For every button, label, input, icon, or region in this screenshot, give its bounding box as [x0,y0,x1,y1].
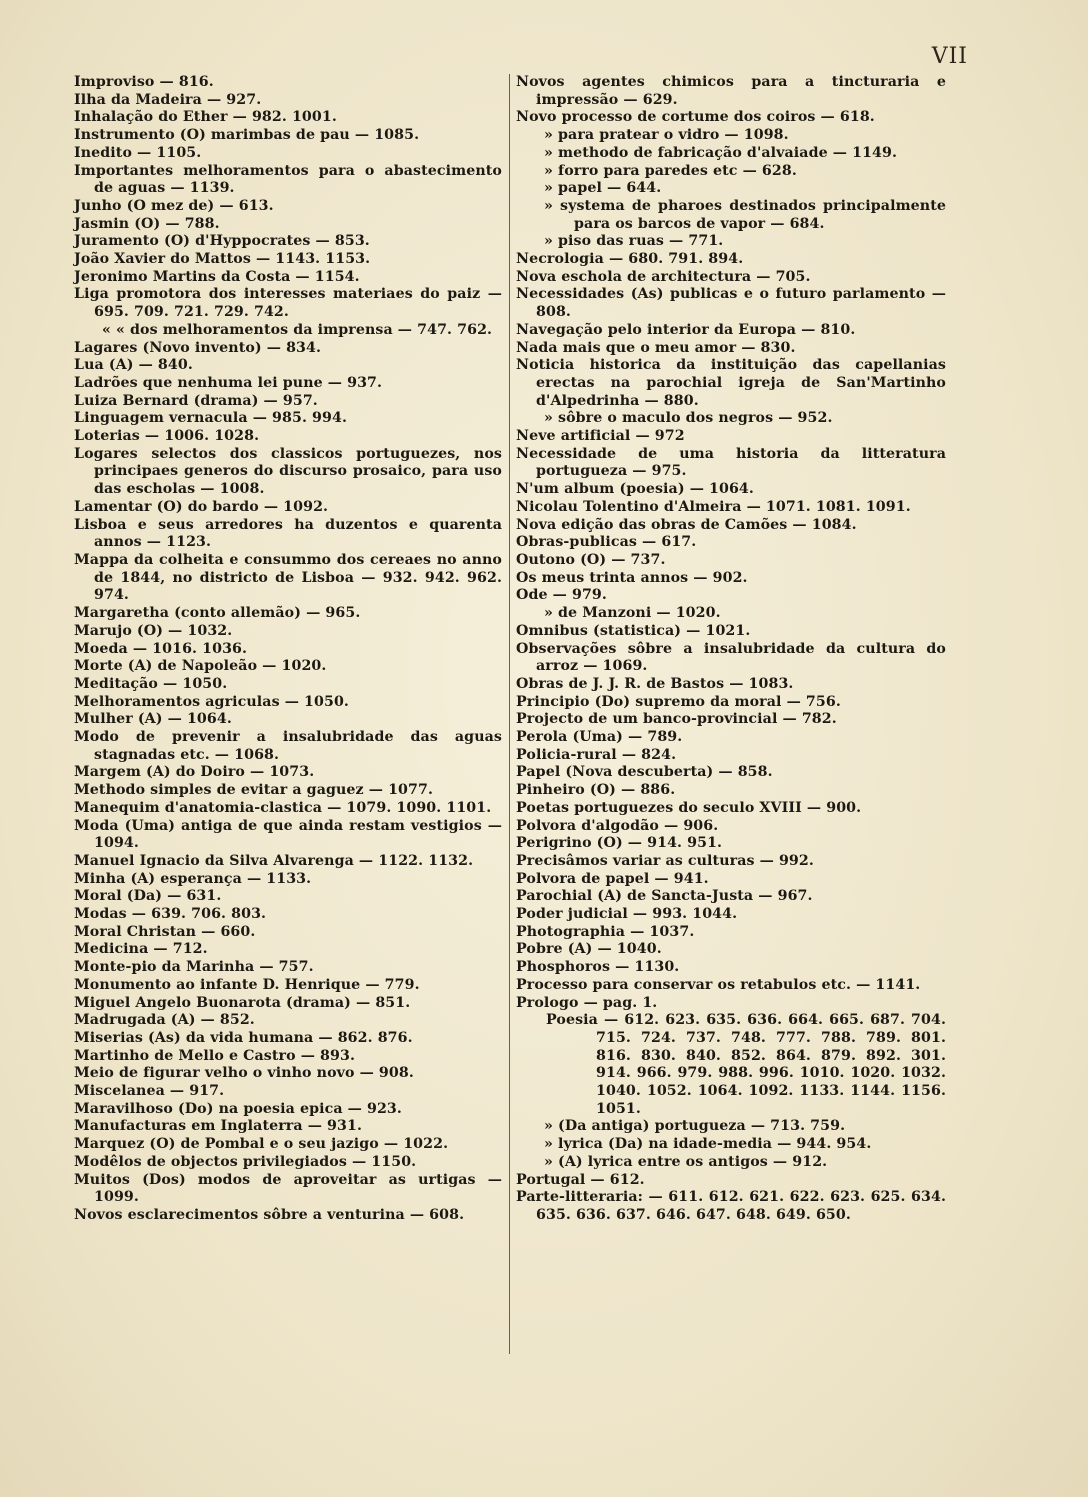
index-entry: Prologo — pag. 1. [516,994,658,1011]
index-entry: Moral Christan — 660. [74,923,256,940]
index-entry: Noticia historica da instituição das capellanias erectas na parochial igreja de San'Martinho d'Alpedrinha — 880. [516,357,946,409]
index-entry: Lagares (Novo invento) — 834. [74,339,322,356]
index-entry: « « dos melhoramentos da imprensa — 747. 762. [102,321,493,338]
index-entry: Linguagem vernacula — 985. 994. [74,410,348,427]
index-entry: Jasmin (O) — 788. [74,215,220,232]
index-entry: Omnibus (statistica) — 1021. [516,622,751,639]
index-entry: Liga promotora dos interesses materiaes do paiz — 695. 709. 721. 729. 742. [74,286,502,321]
index-entry: Inedito — 1105. [74,144,202,161]
index-entry: Novos agentes chimicos para a tincturaria e impressão — 629. [516,74,946,108]
index-entry: Nova edição das obras de Camões — 1084. [516,516,857,533]
index-entry: Navegação pelo interior da Europa — 810. [516,321,856,338]
index-entry: Methodo simples de evitar a gaguez — 1077. [74,782,433,799]
index-entry: Necrologia — 680. 791. 894. [516,251,744,268]
index-entry: » para pratear o vidro — 1098. [544,127,789,144]
index-entry: » papel — 644. [544,180,662,197]
index-entry: Medicina — 712. [74,941,208,958]
index-entry: Os meus trinta annos — 902. [516,569,748,586]
index-entry: Nova eschola de architectura — 705. [516,268,811,285]
index-entry: João Xavier do Mattos — 1143. 1153. [74,251,371,268]
index-entry: » methodo de fabricação d'alvaiade — 1149. [544,144,898,161]
index-entry: Obras de J. J. R. de Bastos — 1083. [516,675,794,692]
right-column [516,74,946,1225]
index-entry: Modas — 639. 706. 803. [74,906,267,923]
index-entry: » forro para paredes etc — 628. [544,162,797,179]
index-entry: Morte (A) de Napoleão — 1020. [74,658,327,675]
index-entry: Juramento (O) d'Hyppocrates — 853. [74,233,370,250]
index-entry: Photographia — 1037. [516,923,695,940]
index-entry: Pobre (A) — 1040. [516,941,662,958]
index-entry: Polvora d'algodão — 906. [516,817,719,834]
index-entry: Moral (Da) — 631. [74,888,222,905]
index-entry: Ode — 979. [516,587,607,604]
index-entry: Mulher (A) — 1064. [74,711,232,728]
index-entry: Improviso — 816. [74,74,214,90]
index-entry: » (Da antiga) portugueza — 713. 759. [544,1118,846,1135]
index-entry: Necessidade de uma historia da litteratura portugueza — 975. [516,445,946,480]
index-entry: Meio de figurar velho o vinho novo — 908. [74,1065,414,1082]
index-entry: Marujo (O) — 1032. [74,622,233,639]
index-entry: Modo de prevenir a insalubridade das aguas stagnadas etc. — 1068. [74,729,502,763]
index-entry: » (A) lyrica entre os antigos — 912. [544,1153,828,1170]
index-entry: Instrumento (O) marimbas de pau — 1085. [74,127,420,144]
index-entry: Minha (A) esperança — 1133. [74,870,312,887]
index-entry: Ilha da Madeira — 927. [74,91,262,108]
index-entry: » lyrica (Da) na idade-media — 944. 954. [544,1136,872,1153]
index-entry: Moda (Uma) antiga de que ainda restam vestigios — 1094. [74,817,502,852]
index-entry: Moeda — 1016. 1036. [74,640,248,657]
page-number: VII [931,44,968,69]
index-entry: Precisâmos variar as culturas — 992. [516,852,814,869]
index-entry: Pinheiro (O) — 886. [516,782,676,799]
index-entry: Mappa da colheita e consummo dos cereaes no anno de 1844, no districto de Lisboa — 932. 942. 962. 974. [74,551,502,604]
index-entry: Necessidades (As) publicas e o futuro parlamento — 808. [516,286,946,321]
index-entry: Projecto de um banco-provincial — 782. [516,711,837,728]
index-entry: Observações sôbre a insalubridade da cultura do arroz — 1069. [516,640,946,675]
index-entry: Portugal — 612. [516,1171,645,1188]
index-entry: » sôbre o maculo dos negros — 952. [544,410,833,427]
index-entry: Manequim d'anatomia-clastica — 1079. 1090. 1101. [74,799,492,816]
index-entry: Madrugada (A) — 852. [74,1012,255,1029]
index-entry: Modêlos de objectos privilegiados — 1150. [74,1153,417,1170]
index-entry: » piso das ruas — 771. [544,233,724,250]
index-entry: Perigrino (O) — 914. 951. [516,835,723,852]
index-entry: Poesia — 612. 623. 635. 636. 664. 665. 687. 704. 715. 724. 737. 748. 777. 788. 789. 801. 816. 830. 840. 852. 864. 879. 892. 301. 914. 966. 979. 988. 996. 1010. 1020. 1032. 1040. 1052. 1064. 1092. 1133. 1144. 1156. 1051. [546,1012,946,1117]
index-entry: Importantes melhoramentos para o abastecimento de aguas — 1139. [74,162,502,197]
index-entry: Monte-pio da Marinha — 757. [74,959,314,976]
index-entry: N'um album (poesia) — 1064. [516,481,754,498]
index-entry: Manufacturas em Inglaterra — 931. [74,1118,362,1135]
index-entry: » systema de pharoes destinados principalmente para os barcos de vapor — 684. [544,197,946,232]
index-entry: Muitos (Dos) modos de aproveitar as urtigas — 1099. [74,1171,502,1206]
index-entry: Neve artificial — 972 [516,428,685,445]
index-entry: Logares selectos dos classicos portuguezes, nos principaes generos do discurso prosaico, para uso das escholas — 1008. [74,445,502,498]
index-entry: Parochial (A) de Sancta-Justa — 967. [516,888,813,905]
index-entry: Phosphoros — 1130. [516,959,680,976]
index-entry: Policia-rural — 824. [516,746,677,763]
index-entry: Jeronimo Martins da Costa — 1154. [74,268,360,285]
index-entry: Martinho de Mello e Castro — 893. [74,1047,355,1064]
index-entry: Lisboa e seus arredores ha duzentos e quarenta annos — 1123. [74,516,502,551]
index-entry: Nada mais que o meu amor — 830. [516,339,796,356]
index-entry: Polvora de papel — 941. [516,870,709,887]
index-entry: Ladrões que nenhuma lei pune — 937. [74,374,383,391]
index-entry: Junho (O mez de) — 613. [74,197,274,214]
index-entry: Poder judicial — 993. 1044. [516,906,738,923]
index-entry: Inhalação do Ether — 982. 1001. [74,109,337,126]
index-entry: Obras-publicas — 617. [516,534,697,551]
index-entry: » de Manzoni — 1020. [544,605,721,622]
index-entry: Monumento ao infante D. Henrique — 779. [74,976,420,993]
index-entry: Nicolau Tolentino d'Almeira — 1071. 1081. 1091. [516,498,911,515]
index-entry: Principio (Do) supremo da moral — 756. [516,693,841,710]
column-divider [509,74,510,1354]
index-entry: Lua (A) — 840. [74,357,193,374]
index-entry: Melhoramentos agriculas — 1050. [74,693,349,710]
index-entry: Miserias (As) da vida humana — 862. 876. [74,1029,413,1046]
index-entry: Marquez (O) de Pombal e o seu jazigo — 1022. [74,1136,449,1153]
index-entry: Papel (Nova descuberta) — 858. [516,764,773,781]
index-entry: Novos esclarecimentos sôbre a venturina — 608. [74,1207,465,1223]
index-entry: Parte-litteraria: — 611. 612. 621. 622. 623. 625. 634. 635. 636. 637. 646. 647. 648. 649. 650. [516,1189,946,1223]
index-entry: Meditação — 1050. [74,675,228,692]
index-entry: Processo para conservar os retabulos etc. — 1141. [516,976,921,993]
index-entry: Loterias — 1006. 1028. [74,428,260,445]
index-entry: Maravilhoso (Do) na poesia epica — 923. [74,1100,402,1117]
index-entry: Lamentar (O) do bardo — 1092. [74,498,329,515]
left-column [74,74,502,1225]
index-entry: Perola (Uma) — 789. [516,729,683,746]
index-entry: Margaretha (conto allemão) — 965. [74,605,361,622]
index-entry: Luiza Bernard (drama) — 957. [74,392,318,409]
index-entry: Outono (O) — 737. [516,551,666,568]
index-entry: Novo processo de cortume dos coiros — 618. [516,109,875,126]
index-entry: Poetas portuguezes do seculo XVIII — 900. [516,799,862,816]
index-entry: Miscelanea — 917. [74,1083,225,1100]
index-entry: Manuel Ignacio da Silva Alvarenga — 1122. 1132. [74,852,474,869]
index-entry: Margem (A) do Doiro — 1073. [74,764,315,781]
index-entry: Miguel Angelo Buonarota (drama) — 851. [74,994,411,1011]
